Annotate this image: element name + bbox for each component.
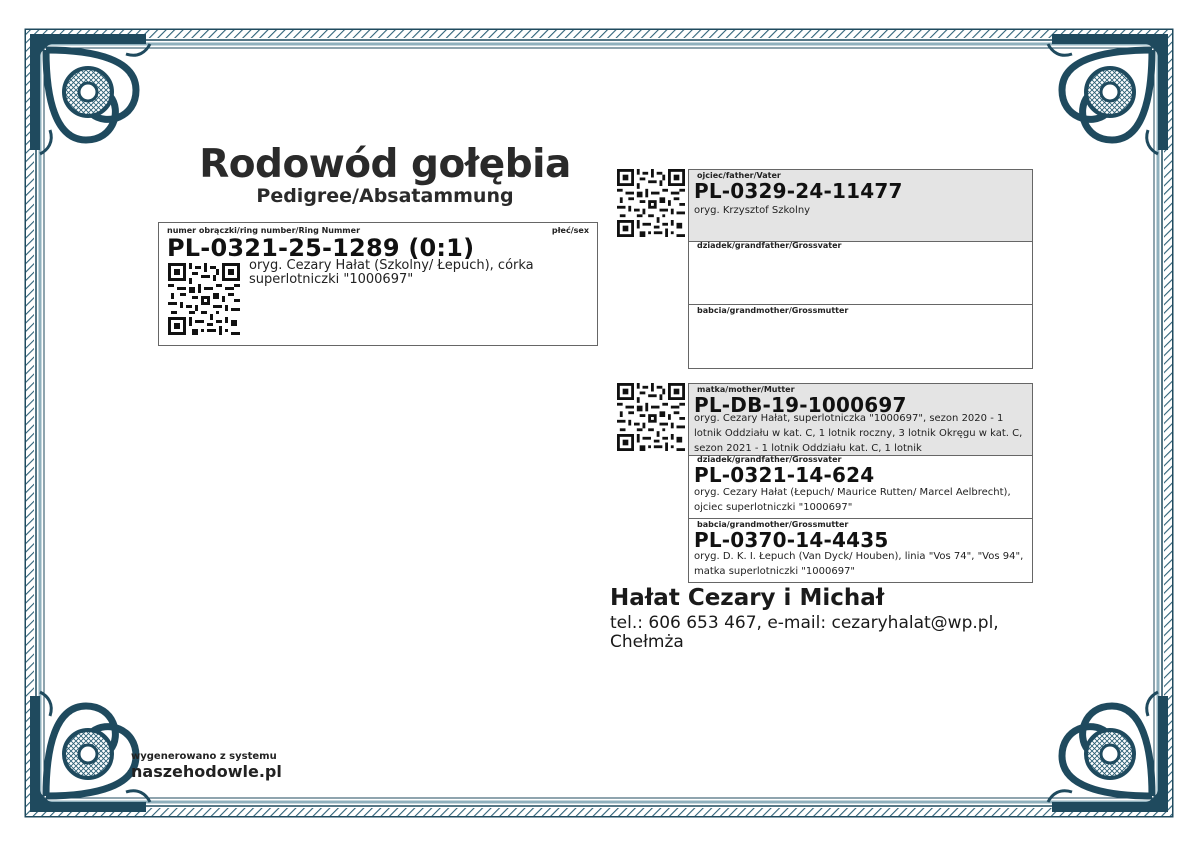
maternal-grandfather-description: oryg. Cezary Hałat (Łepuch/ Maurice Rutten/ Marcel Aelbrecht), ojciec superlotniczki "1000697": [694, 487, 1011, 513]
generated-label: wygenerowano z systemu: [131, 751, 277, 762]
mother-box: [688, 383, 1033, 456]
father-box: [688, 169, 1033, 242]
corner-ornament-bottom-right: [1048, 692, 1168, 812]
bird-info-box: [158, 222, 598, 346]
maternal-grandmother-label: babcia/grandmother/Grossmutter: [697, 520, 849, 529]
ring-number-label: numer obrączki/ring number/Ring Nummer: [167, 226, 361, 235]
father-label: ojciec/father/Vater: [697, 171, 781, 180]
father-description: oryg. Krzysztof Szkolny: [694, 205, 811, 216]
corner-ornament-top-right: [1048, 34, 1168, 154]
owner-name: Hałat Cezary i Michał: [610, 585, 885, 611]
paternal-grandfather-box: [688, 240, 1033, 305]
page-title: Rodowód gołębia: [199, 142, 571, 187]
bird-ring-number: PL-0321-25-1289 (0:1): [167, 234, 475, 262]
father-ring-number: PL-0329-24-11477: [694, 179, 903, 203]
maternal-grandfather-box: [688, 454, 1033, 519]
bird-qr-code: [168, 263, 240, 335]
bird-description: oryg. Cezary Hałat (Szkolny/ Łepuch), córka superlotniczki "1000697": [249, 258, 534, 287]
maternal-grandmother-box: [688, 518, 1033, 583]
mother-ring-number: PL-DB-19-1000697: [694, 393, 907, 417]
mother-label: matka/mother/Mutter: [697, 385, 795, 394]
paternal-grandfather-label: dziadek/grandfather/Grossvater: [697, 241, 842, 250]
owner-contact: tel.: 606 653 467, e-mail: cezaryhalat@wp.pl, Chełmża: [610, 613, 999, 652]
father-qr-code: [617, 169, 685, 237]
page-subtitle: Pedigree/Absatammung: [256, 185, 514, 207]
mother-qr-code: [617, 383, 685, 451]
maternal-grandmother-ring-number: PL-0370-14-4435: [694, 528, 889, 552]
corner-ornament-top-left: [30, 34, 150, 154]
maternal-grandfather-ring-number: PL-0321-14-624: [694, 463, 875, 487]
paternal-grandmother-box: [688, 304, 1033, 369]
maternal-grandmother-description: oryg. D. K. I. Łepuch (Van Dyck/ Houben), linia "Vos 74", "Vos 94", matka superlotniczki "1000697": [694, 551, 1024, 577]
site-link[interactable]: naszehodowle.pl: [131, 762, 282, 781]
sex-label: płeć/sex: [551, 226, 589, 235]
mother-description: oryg. Cezary Hałat, superlotniczka "1000697", sezon 2020 - 1 lotnik Oddziału w kat. C, 1 lotnik roczny, 3 lotnik Okręgu w kat. C, sezon 2021 - 1 lotnik Oddziału kat. C, 1 lotnik: [694, 413, 1023, 454]
maternal-grandfather-label: dziadek/grandfather/Grossvater: [697, 455, 842, 464]
paternal-grandmother-label: babcia/grandmother/Grossmutter: [697, 306, 849, 315]
